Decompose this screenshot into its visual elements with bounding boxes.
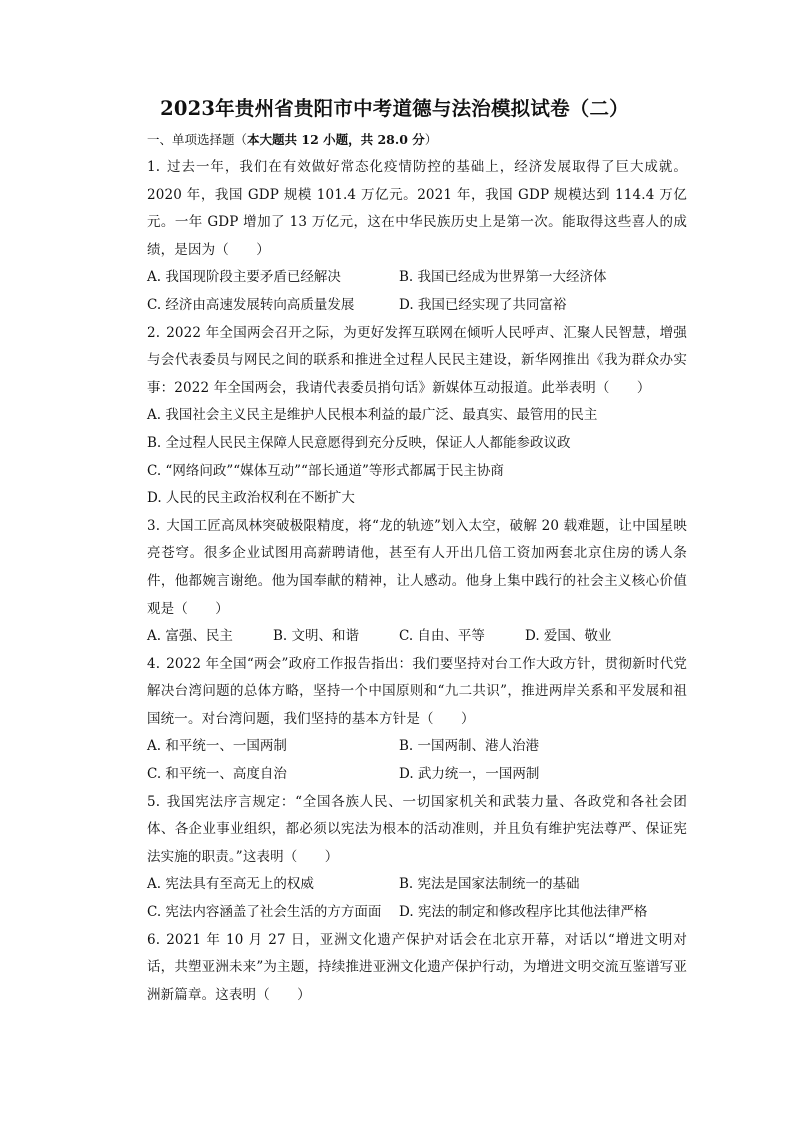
- question-stem: 我国宪法序言规定：“全国各族人民、一切国家机关和武装力量、各政党和各社会团体、各企业事业组织，都必须以宪法为根本的活动准则，并且负有维护宪法尊严、保证宪法实施的职责。”这表明（ ）: [147, 793, 687, 865]
- question-4: [147, 651, 687, 734]
- option-b[interactable]: B. 宪法是国家法制统一的基础: [399, 876, 580, 893]
- exam-title: 2023年贵州省贵阳市中考道德与法治模拟试卷（二）: [160, 97, 629, 120]
- question-number: 3.: [147, 517, 161, 534]
- option-a[interactable]: A. 和平统一、一国两制: [147, 738, 287, 755]
- option-row: [147, 871, 687, 899]
- question-number: 6.: [147, 931, 161, 948]
- option-d[interactable]: D. 宪法的制定和修改程序比其他法律严格: [399, 904, 648, 921]
- option-row: [147, 899, 687, 927]
- option-c[interactable]: C. 自由、平等: [399, 628, 485, 645]
- question-stem: 大国工匠高凤林突破极限精度，将“龙的轨迹”划入太空，破解 20 载难题，让中国星映亮苍穹。很多企业试图用高薪聘请他，甚至有人开出几倍工资加两套北京住房的诱人条件，他都婉言谢绝。他为国奉献的精神，让人感动。他身上集中践行的社会主义核心价值观是（ ）: [147, 517, 687, 617]
- option-c[interactable]: C. 经济由高速发展转向高质量发展: [147, 296, 355, 313]
- option-c[interactable]: C. 和平统一、高度自治: [147, 766, 287, 783]
- question-number: 2.: [147, 324, 161, 341]
- option-d[interactable]: D. 人民的民主政治权利在不断扩大: [147, 490, 355, 507]
- options-4: [147, 733, 687, 788]
- section-suffix: ）: [424, 132, 438, 147]
- question-3: [147, 513, 687, 623]
- section-prefix: 一、单项选择题（: [147, 132, 248, 147]
- option-d[interactable]: D. 武力统一，一国两制: [399, 766, 540, 783]
- option-c[interactable]: C. “网络问政”“媒体互动”“部长通道”等形式都属于民主协商: [147, 462, 504, 479]
- option-b[interactable]: B. 一国两制、港人治港: [399, 738, 540, 755]
- option-b[interactable]: B. 文明、和谐: [273, 628, 360, 645]
- question-2: [147, 320, 687, 403]
- question-number: 4.: [147, 655, 161, 672]
- option-a[interactable]: A. 宪法具有至高无上的权威: [147, 876, 314, 893]
- option-d[interactable]: D. 爱国、敬业: [525, 628, 612, 645]
- options-1: [147, 264, 687, 319]
- question-stem: 2022 年全国“两会”政府工作报告指出：我们要坚持对台工作大政方针，贯彻新时代党解决台湾问题的总体方略，坚持一个中国原则和“九二共识”，推进两岸关系和平发展和祖国统一。对台湾问题，我们坚持的基本方针是（ ）: [147, 655, 687, 727]
- question-5: [147, 789, 687, 872]
- option-a[interactable]: A. 富强、民主: [147, 628, 233, 645]
- options-2: [147, 402, 687, 512]
- option-row: [147, 623, 687, 651]
- option-b[interactable]: B. 全过程人民民主保障人民意愿得到充分反映，保证人人都能参政议政: [147, 434, 571, 451]
- options-3: [147, 623, 687, 651]
- option-c[interactable]: C. 宪法内容涵盖了社会生活的方方面面: [147, 904, 382, 921]
- section-heading: [147, 130, 682, 150]
- question-stem: 2022 年全国两会召开之际，为更好发挥互联网在倾听人民呼声、汇聚人民智慧，增强与会代表委员与网民之间的联系和推进全过程人民民主建设，新华网推出《我为群众办实事：2022 年全国两会，我请代表委员捎句话》新媒体互动报道。此举表明（ ）: [147, 324, 687, 396]
- option-row: [147, 733, 687, 761]
- options-5: [147, 871, 687, 926]
- question-1: [147, 154, 687, 264]
- option-row: [147, 292, 687, 320]
- question-6: [147, 927, 687, 1010]
- option-row: [147, 264, 687, 292]
- option-d[interactable]: D. 我国已经实现了共同富裕: [399, 296, 567, 313]
- question-number: 5.: [147, 793, 161, 810]
- question-stem: 2021 年 10 月 27 日，亚洲文化遗产保护对话会在北京开幕，对话以“增进文明对话，共塑亚洲未来”为主题，持续推进亚洲文化遗产保护行动，为增进文明交流互鉴谱写亚洲新篇章。这表明（ ）: [147, 931, 687, 1003]
- question-stem: 过去一年，我们在有效做好常态化疫情防控的基础上，经济发展取得了巨大成就。2020 年，我国 GDP 规模 101.4 万亿元。2021 年，我国 GDP 规模达到 114.4 万亿元。一年 GDP 增加了 13 万亿元，这在中华民族历史上是第一次。能取得这些喜人的成绩，是因为（ ）: [147, 159, 687, 258]
- option-a[interactable]: A. 我国现阶段主要矛盾已经解决: [147, 269, 341, 286]
- option-a[interactable]: A. 我国社会主义民主是维护人民根本利益的最广泛、最真实、最管用的民主: [147, 407, 598, 424]
- question-number: 1.: [147, 159, 161, 175]
- option-row: [147, 761, 687, 789]
- section-info: 本大题共 12 小题，共 28.0 分: [247, 132, 425, 147]
- option-b[interactable]: B. 我国已经成为世界第一大经济体: [399, 269, 607, 286]
